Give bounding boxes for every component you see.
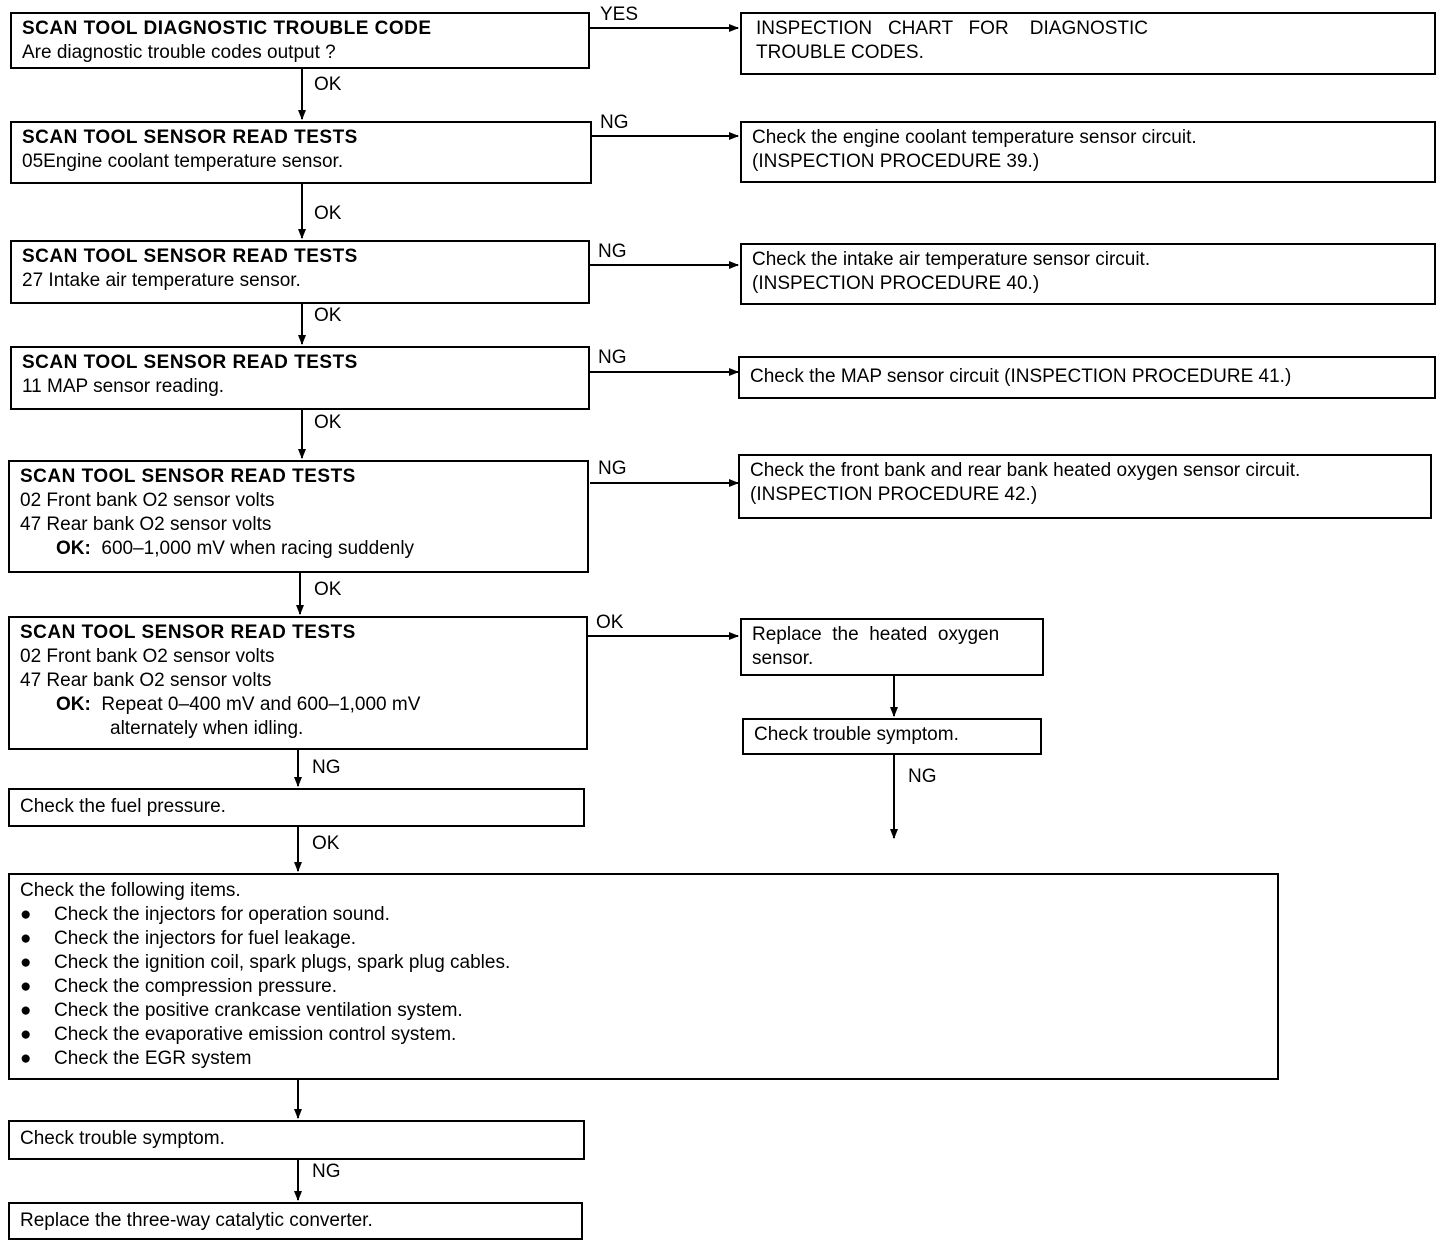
step-text: Are diagnostic trouble codes output ? [22,42,336,63]
step-text: Check the following items. [20,880,241,901]
label-ok: OK [314,579,342,600]
step-text: 05Engine coolant temperature sensor. [22,151,344,172]
label-ng: NG [600,112,629,133]
result-map-circuit [738,356,1436,399]
list-item: ● Check the injectors for fuel leakage. [20,928,357,949]
step-ok-criteria [20,693,576,717]
ok-text-continued: alternately when idling. [110,718,304,739]
label-ng: NG [598,241,627,262]
result-text: Check trouble symptom. [754,724,959,745]
step-ok-criteria [20,537,577,561]
step-text: 47 Rear bank O2 sensor volts [20,670,272,691]
step-dtc-check [10,12,590,69]
result-text: (INSPECTION PROCEDURE 42.) [750,484,1038,505]
list-item: ● Check the injectors for operation sound. [20,904,390,925]
step-check-items [8,873,1279,1080]
result-text: INSPECTION CHART FOR DIAGNOSTIC [756,18,1149,39]
bullet-icon: ● [20,928,32,949]
result-check-symptom [742,718,1042,755]
result-text: (INSPECTION PROCEDURE 40.) [752,273,1040,294]
step-check-symptom [8,1120,585,1160]
step-text: Replace the three-way catalytic converter. [20,1210,373,1231]
result-replace-o2-sensor [740,618,1044,676]
step-text: 02 Front bank O2 sensor volts [20,490,275,511]
label-ok: OK [314,74,342,95]
label-ok: OK [312,833,340,854]
step-replace-converter [8,1202,583,1240]
step-text: 02 Front bank O2 sensor volts [20,646,275,667]
label-ng: NG [908,766,937,787]
result-text: Check the front bank and rear bank heated oxygen sensor circuit. [750,460,1301,481]
bullet-icon: ● [20,1024,32,1045]
result-o2-circuit [738,454,1432,519]
step-text: Check trouble symptom. [20,1128,225,1149]
result-text: Check the engine coolant temperature sensor circuit. [752,127,1197,148]
step-o2-racing [8,460,589,573]
list-item: ● Check the EGR system [20,1048,252,1069]
bullet-icon: ● [20,1048,32,1069]
result-text: Replace the heated oxygen [752,624,1000,645]
step-coolant-sensor [10,121,592,184]
bullet-icon: ● [20,1000,32,1021]
result-dtc-chart [740,12,1436,75]
label-ng: NG [312,757,341,778]
list-item: ● Check the ignition coil, spark plugs, spark plug cables. [20,952,511,973]
label-ok: OK [314,203,342,224]
step-text: Check the fuel pressure. [20,796,226,817]
label-ok: OK [314,412,342,433]
bullet-icon: ● [20,952,32,973]
label-ok: OK [314,305,342,326]
result-intake-air-circuit [740,243,1436,305]
step-text: 11 MAP sensor reading. [22,376,225,397]
ok-text: Repeat 0–400 mV and 600–1,000 mV [101,694,421,715]
label-ng: NG [598,458,627,479]
step-title: SCAN TOOL SENSOR READ TESTS [22,352,358,373]
label-ok: OK [596,612,624,633]
step-title: SCAN TOOL SENSOR READ TESTS [22,127,358,148]
step-map-sensor [10,346,590,410]
result-coolant-circuit [740,121,1436,183]
list-item: ● Check the compression pressure. [20,976,338,997]
bullet-icon: ● [20,976,32,997]
result-text: TROUBLE CODES. [756,42,924,63]
step-intake-air-sensor [10,240,590,304]
step-fuel-pressure [8,788,585,827]
ok-label: OK: [56,538,91,559]
result-text: Check the intake air temperature sensor circuit. [752,249,1151,270]
step-title: SCAN TOOL SENSOR READ TESTS [20,622,356,643]
label-ng: NG [312,1161,341,1182]
step-title: SCAN TOOL SENSOR READ TESTS [22,246,358,267]
list-item: ● Check the evaporative emission control system. [20,1024,457,1045]
step-title: SCAN TOOL SENSOR READ TESTS [20,466,356,487]
step-text: 47 Rear bank O2 sensor volts [20,514,272,535]
label-yes: YES [600,4,639,25]
bullet-icon: ● [20,904,32,925]
ok-text: 600–1,000 mV when racing suddenly [101,538,415,559]
result-text: sensor. [752,648,814,669]
step-o2-idling [8,616,588,750]
result-text: Check the MAP sensor circuit (INSPECTION PROCEDURE 41.) [750,366,1292,387]
step-title: SCAN TOOL DIAGNOSTIC TROUBLE CODE [22,18,432,39]
label-ng: NG [598,347,627,368]
result-text: (INSPECTION PROCEDURE 39.) [752,151,1040,172]
list-item: ● Check the positive crankcase ventilation system. [20,1000,463,1021]
ok-label: OK: [56,694,91,715]
step-text: 27 Intake air temperature sensor. [22,270,301,291]
